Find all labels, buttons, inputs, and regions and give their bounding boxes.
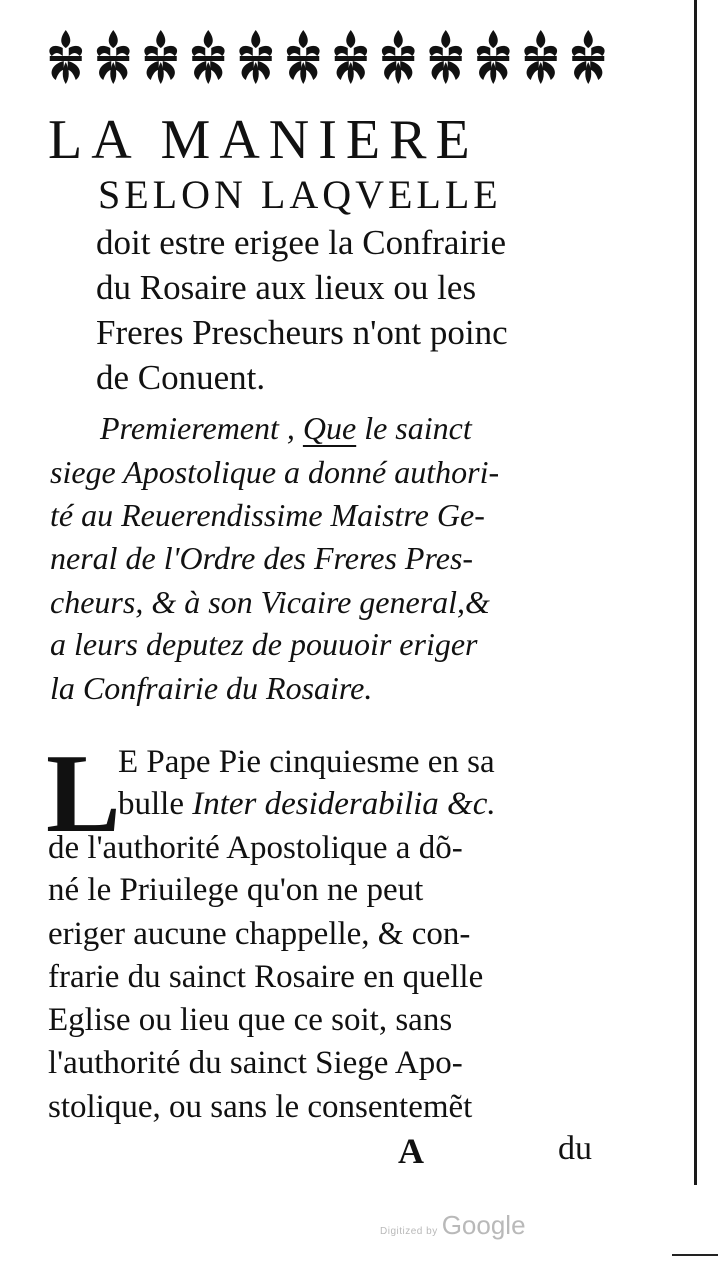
catchword: du: [558, 1130, 592, 1167]
fleuron-ornament: [572, 30, 605, 84]
fleuron-ornament: [192, 30, 225, 84]
fleuron-ornament: [334, 30, 367, 84]
fleuron-ornament: [97, 30, 130, 84]
italic-line-2: siege Apostolique a donné authori-: [50, 454, 500, 490]
body-line-7: Eglise ou lieu que ce soit, sans: [48, 1002, 453, 1038]
scan-edge-rule: [694, 0, 697, 1185]
google-watermark: [380, 1210, 526, 1241]
italic-line-1-before: Premierement ,: [100, 410, 303, 446]
body-line-1: E Pape Pie cinquiesme en sa: [118, 744, 495, 780]
fleuron-ornament: [49, 30, 82, 84]
body-line-4: né le Priuilege qu'on ne peut: [48, 872, 424, 908]
title-line-5: Freres Prescheurs n'ont poinc: [96, 313, 508, 352]
body-line-8: l'authorité du sainct Siege Apo-: [48, 1045, 463, 1081]
body-line-5: eriger aucune chappelle, & con-: [48, 916, 471, 952]
fleuron-ornament: [287, 30, 320, 84]
title-line-3: doit estre erigee la Confrairie: [96, 223, 507, 262]
body-line-6: frarie du sainct Rosaire en quelle: [48, 959, 484, 995]
watermark-prefix: Digitized by: [380, 1226, 438, 1237]
title-line-1: LA MANIERE: [48, 109, 479, 171]
fleuron-ornament: [477, 30, 510, 84]
italic-line-4: neral de l'Ordre des Freres Pres-: [50, 540, 474, 576]
drop-cap: L: [46, 732, 121, 856]
fleuron-ornament: [144, 30, 177, 84]
body-line-2-pre: bulle: [118, 786, 193, 822]
body-line-3: de l'authorité Apostolique a dõ-: [48, 830, 463, 866]
italic-line-3: té au Reuerendissime Maistre Ge-: [50, 497, 485, 533]
fleuron-ornament: [382, 30, 415, 84]
fleuron-ornament: [429, 30, 462, 84]
title-line-2: SELON LAQVELLE: [98, 172, 502, 217]
scan-edge-mark: [672, 1254, 718, 1256]
bull-title: Inter desiderabilia &c.: [192, 786, 496, 822]
italic-line-1-after: le sainct: [356, 410, 472, 446]
body-line-2: [118, 784, 688, 824]
fleuron-ornament: [524, 30, 557, 84]
watermark-brand: Google: [441, 1210, 526, 1240]
italic-line-7: la Confrairie du Rosaire.: [50, 670, 373, 706]
title-line-6: de Conuent.: [96, 358, 266, 397]
fleuron-band: [42, 26, 612, 86]
italic-line-6: a leurs deputez de pouuoir eriger: [50, 626, 478, 662]
fleuron-ornament: [239, 30, 272, 84]
italic-line-5: cheurs, & à son Vicaire general,&: [50, 584, 490, 620]
underlined-word: Que: [302, 410, 357, 446]
italic-line-1: [100, 408, 670, 448]
signature-mark: A: [398, 1131, 424, 1171]
body-line-9: stolique, ou sans le consentemẽt: [48, 1089, 473, 1125]
title-line-4: du Rosaire aux lieux ou les: [96, 268, 477, 307]
